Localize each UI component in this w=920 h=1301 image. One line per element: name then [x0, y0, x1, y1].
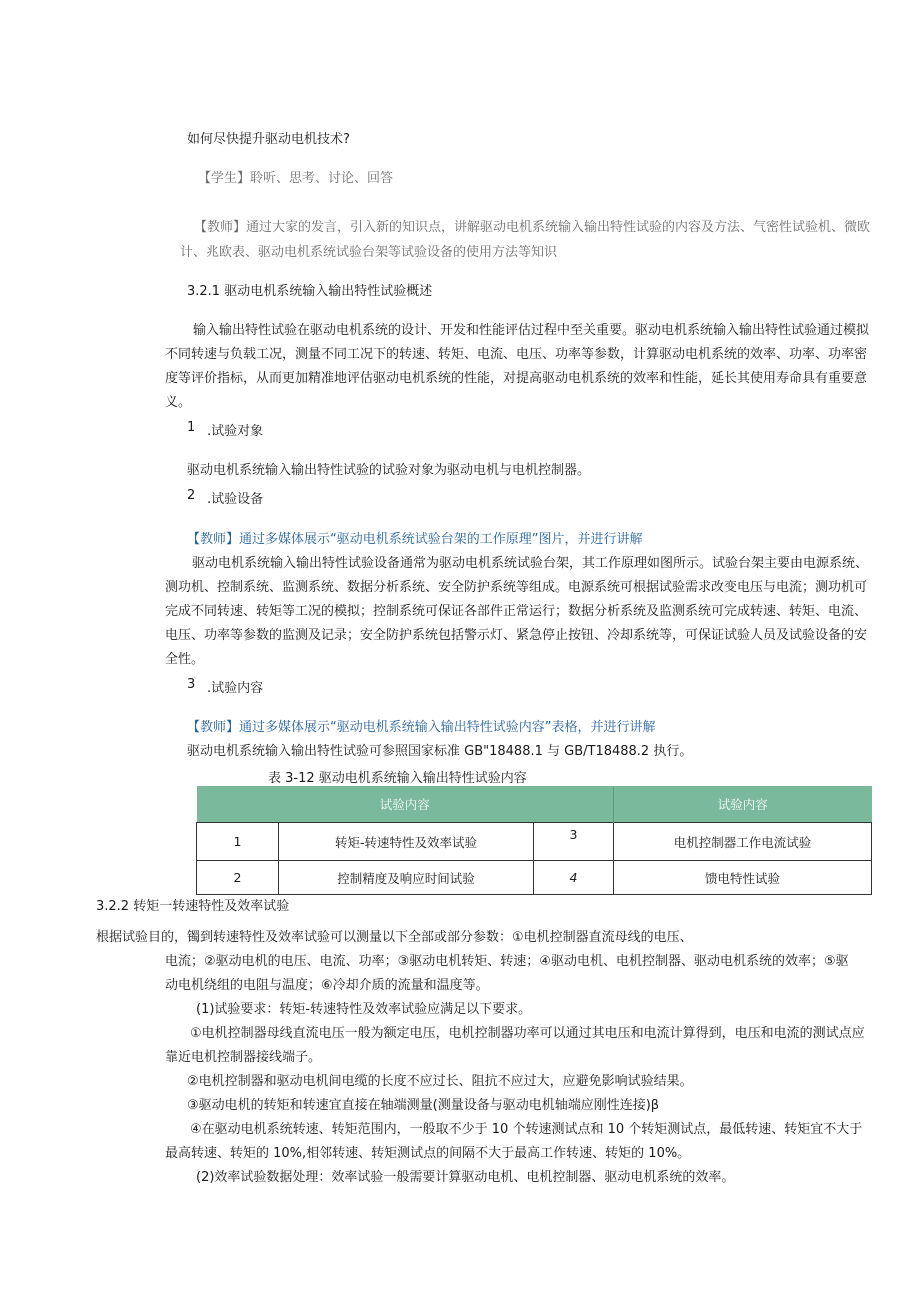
requirement-4-line-2: 最高转速、转矩的 10%,相邻转速、转矩测试点的间隔不大于最高工作转速、转矩的 10%。 [165, 1146, 691, 1161]
overview-line-1: 输入输出特性试验在驱动电机系统的设计、开发和性能评估过程中至关重要。驱动电机系统输入输出特性试验通过模拟 [193, 323, 870, 338]
equipment-line-3: 完成不同转速、转矩等工况的模拟；控制系统可保证各部件正常运行；数据分析系统及监测系统可完成转速、转矩、电流、 [165, 604, 868, 619]
requirement-1-line-2: 靠近电机控制器接线端子。 [165, 1050, 322, 1065]
item2-number: 2 [187, 488, 196, 503]
test-content-table [196, 786, 872, 895]
row-number: 2 [197, 861, 279, 895]
params-line-1: 根据试验目的，镯到转速特性及效率试验可以测量以下全部或部分参数：①电机控制器直流母线的电压、 [96, 930, 693, 945]
section-322-heading: 3.2.2 转矩一转速特性及效率试验 [96, 899, 290, 914]
row-number: 4 [534, 861, 614, 895]
row-content: 转矩-转速特性及效率试验 [279, 823, 534, 861]
item1-text: 驱动电机系统输入输出特性试验的试验对象为驱动电机与电机控制器。 [187, 463, 591, 478]
params-line-2: 电流；②驱动电机的电压、电流、功率；③驱动电机转矩、转速；④驱动电机、电机控制器、驱动电机系统的效率；⑤驱 [165, 954, 849, 969]
equipment-line-1: 驱动电机系统输入输出特性试验设备通常为驱动电机系统试验台架，其工作原理如图所示。试验台架主要由电源系统、 [192, 556, 869, 571]
row-content: 馈电特性试验 [614, 861, 872, 895]
table-row [197, 861, 872, 895]
student-activity: 【学生】聆听、思考、讨论、回答 [198, 171, 394, 186]
overview-line-2: 不同转速与负载工况，测量不同工况下的转速、转矩、电流、电压、功率等参数，计算驱动电机系统的效率、功率、功率密 [165, 347, 868, 362]
efficiency-data-processing: (2)效率试验数据处理：效率试验一般需要计算驱动电机、电机控制器、驱动电机系统的效率。 [196, 1170, 735, 1185]
overview-line-4: 义。 [165, 395, 192, 410]
requirement-1-line-1: ①电机控制器母线直流电压一般为额定电压，电机控制器功率可以通过其电压和电流计算得到，电压和电流的测试点应 [190, 1026, 865, 1041]
row-number: 1 [197, 823, 279, 861]
item1-title: .试验对象 [207, 424, 264, 439]
row-content: 电机控制器工作电流试验 [614, 823, 872, 861]
equipment-line-2: 测功机、控制系统、监测系统、数据分析系统、安全防护系统等组成。电源系统可根据试验需求改变电压与电流；测功机可 [165, 580, 868, 595]
table-row [197, 823, 872, 861]
item3-number: 3 [187, 677, 196, 692]
teacher-note-line1: 【教师】通过大家的发言，引入新的知识点，讲解驱动电机系统输入输出特性试验的内容及方法、气密性试验机、微欧 [194, 220, 871, 235]
intro-question: 如何尽快提升驱动电机技术? [187, 132, 350, 147]
row-content: 控制精度及响应时间试验 [279, 861, 534, 895]
table-caption: 表 3-12 驱动电机系统输入输出特性试验内容 [268, 771, 527, 786]
requirement-4-line-1: ④在驱动电机系统转速、转矩范围内，一般取不少于 10 个转速测试点和 10 个转矩测试点，最低转速、转矩宜不大于 [190, 1122, 863, 1137]
table-header-right: 试验内容 [614, 786, 872, 823]
item3-title: .试验内容 [207, 681, 264, 696]
requirement-3: ③驱动电机的转矩和转速宜直接在轴端测量(测量设备与驱动电机轴端应刚性连接)β [187, 1098, 660, 1113]
requirement-2: ②电机控制器和驱动电机间电缆的长度不应过长、阻抗不应过大，应避免影响试验结果。 [187, 1074, 693, 1089]
teacher-note-line2: 计、兆欧表、驱动电机系统试验台架等试验设备的使用方法等知识 [180, 245, 558, 260]
overview-line-3: 度等评价指标，从而更加精准地评估驱动电机系统的性能，对提高驱动电机系统的效率和性能，延长其使用寿命具有重要意 [165, 371, 868, 386]
table-header-row [197, 786, 872, 823]
item2-teacher-note: 【教师】通过多媒体展示“驱动电机系统试验台架的工作原理”图片，并进行讲解 [187, 532, 643, 547]
item1-number: 1 [187, 420, 196, 435]
item3-teacher-note: 【教师】通过多媒体展示“驱动电机系统输入输出特性试验内容”表格，并进行讲解 [187, 720, 656, 735]
equipment-line-4: 电压、功率等参数的监测及记录；安全防护系统包括警示灯、紧急停止按钮、冷却系统等，可保证试验人员及试验设备的安 [165, 628, 868, 643]
requirements-title: (1)试验要求：转矩-转速特性及效率试验应满足以下要求。 [196, 1002, 532, 1017]
item3-text: 驱动电机系统输入输出特性试验可参照国家标准 GB"18488.1 与 GB/T18488.2 执行。 [187, 744, 693, 759]
section-321-heading: 3.2.1 驱动电机系统输入输出特性试验概述 [187, 284, 433, 299]
params-line-3: 动电机绕组的电阻与温度；⑥冷却介质的流量和温度等。 [165, 978, 489, 993]
row-number: 3 [534, 823, 614, 861]
table-header-left: 试验内容 [197, 786, 614, 823]
item2-title: .试验设备 [207, 492, 264, 507]
equipment-line-5: 全性。 [165, 652, 205, 667]
